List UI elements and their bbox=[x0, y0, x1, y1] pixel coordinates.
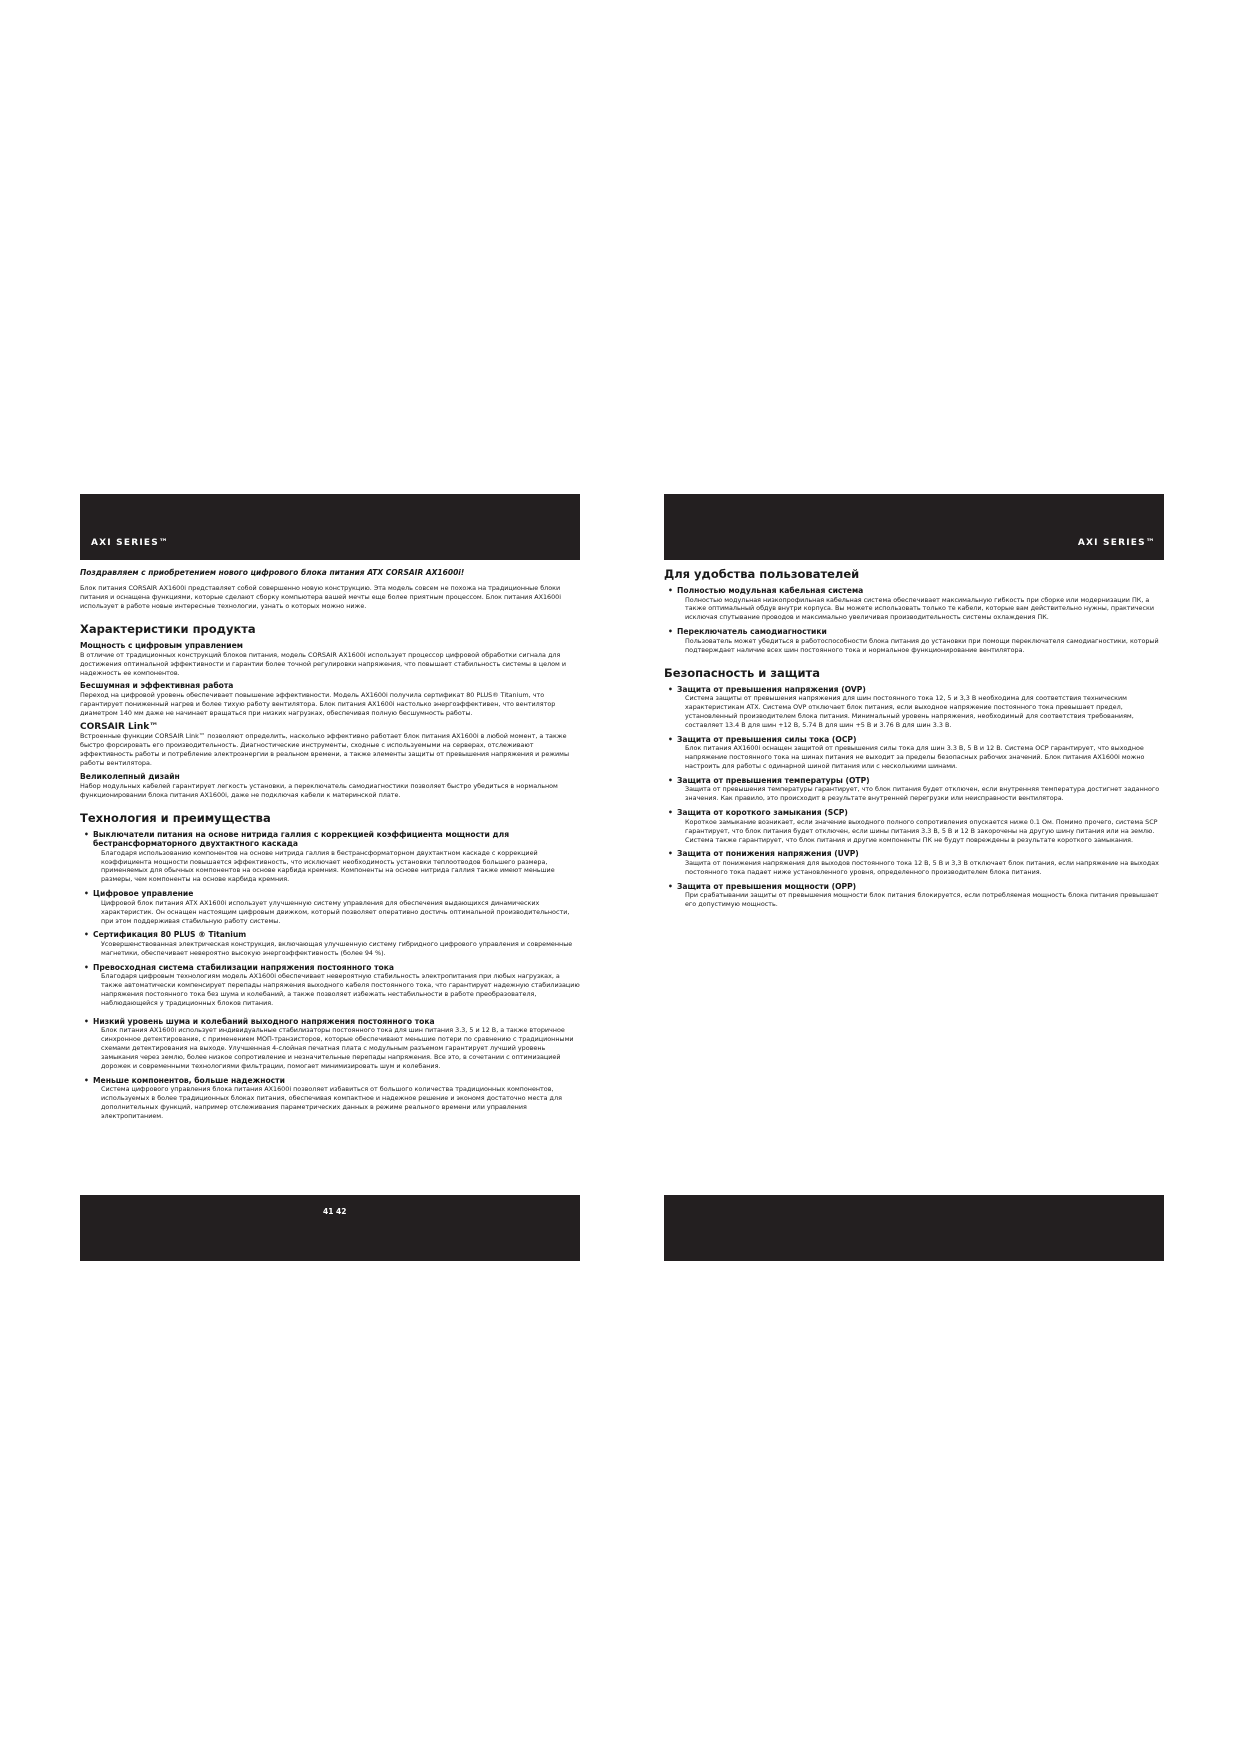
bullet-title: • Сертификация 80 PLUS ® Titanium bbox=[93, 930, 580, 940]
bullet-text: Усовершенствованная электрическая конструкция, включающая улучшенную систему гибридного цифрового управления и современные магнетики, обеспечивает невероятно высокую энергоэффективность (более 94 %). bbox=[101, 939, 573, 957]
intro-text: Блок питания CORSAIR AX1600i представляет собой совершенно новую конструкцию. Эта модель совсем не похожа на традиционные блоки питания и оснащена функциями, которые сделают сборку компьютера вашей мечты еще более приятным процессом. Блок питания AX1600i использует в работе новые интересные технологии, узнать о которых можно ниже. bbox=[80, 584, 561, 610]
bullet-title: • Защита от превышения мощности (OPP) bbox=[677, 882, 1164, 892]
feature-text: Встроенные функции CORSAIR Link™ позволяют определить, насколько эффективно работает блок питания AX1600i в любой момент, а также быстро форсировать его производительность. Диагностические инструменты, сходные с используемыми на серверах, отслеживают эффективность работы и потребление электроэнергии в реальном времени, а также элементы защиты от превышения напряжения и режимы работы вентилятора. bbox=[80, 732, 570, 767]
bullet-title: • Защита от понижения напряжения (UVP) bbox=[677, 849, 1164, 859]
features-heading: Характеристики продукта bbox=[80, 621, 256, 636]
bullet-text: Благодаря использованию компонентов на основе нитрида галлия в бестрансформаторном двухтактном каскаде с коррекцией коэффициента мощности повышается эффективность, что исключает необходимость установки теплоотводов большего размера, применяемых для обычных компонентов на основе карбида кремния. Компоненты на основе нитрида галлия также имеют меньшие размеры, чем компоненты на основе карбида кремния. bbox=[101, 848, 555, 884]
right-content bbox=[664, 560, 1164, 909]
list-item bbox=[664, 882, 1164, 909]
feature-title: Бесшумная и эффективная работа bbox=[80, 681, 234, 691]
header-band bbox=[664, 494, 1164, 560]
bullet-text: Блок питания AX1600i использует индивидуальные стабилизаторы постоянного тока для шин питания 3.3, 5 и 12 В, а также вторичное синхронное детектирование, с применением МОП-транзисторов, которые обеспечивают меньшие потери по сравнению с традиционными схемами детектирования на выходе. Улучшенная 4-слойная печатная плата с модульным разъемом гарантирует лучший уровень замыкания через землю, более низкое сопротивление и незначительные перепады напряжения. Все это, в сочетании с оптимизацией дорожек и современными технологиями фильтрации, помогает минимизировать шум и колебания. bbox=[101, 1026, 574, 1070]
list-item bbox=[664, 849, 1164, 876]
bullet-title: • Цифровое управление bbox=[93, 889, 580, 899]
list-item bbox=[664, 586, 1164, 622]
tech-heading: Технология и преимущества bbox=[80, 810, 271, 825]
list-item bbox=[664, 627, 1164, 654]
bullet-text: Защита от понижения напряжения для выходов постоянного тока 12 В, 5 В и 3,3 В отключает блок питания, если напряжение на выходах постоянного тока падает ниже установленного уровня, определенного производителем блока питания. bbox=[685, 858, 1159, 876]
bullet-title: • Защита от превышения температуры (OTP) bbox=[677, 776, 1164, 786]
bullet-title: • Выключатели питания на основе нитрида галлия с коррекцией коэффициента мощности для бестрансформаторного двухтактного каскада bbox=[93, 830, 580, 849]
list-item bbox=[664, 808, 1164, 844]
bullet-text: Благодаря цифровым технологиям модель AX1600i обеспечивает невероятную стабильность электропитания при любых нагрузках, а также автоматически компенсирует перепады напряжения выходного кабеля постоянного тока, что гарантирует надежную стабилизацию напряжения постоянного тока без шума и колебаний, а также позволяет избежать нестабильности в работе преобразователя, наблюдающейся у традиционных блоков питания. bbox=[101, 972, 580, 1007]
page-numbers: 41 42 bbox=[323, 1207, 347, 1216]
feature-text: В отличие от традиционных конструкций блоков питания, модель CORSAIR AX1600i использует процессор цифровой обработки сигнала для достижения оптимальной эффективности и гарантии более точной регулировки напряжения, что повышает стабильность системы в целом и надежность ее компонентов. bbox=[80, 650, 567, 677]
bullet-text: Короткое замыкание возникает, если значение выходного полного сопротивления опускается ниже 0.1 Ом. Помимо прочего, система SCP гарантирует, что блок питания будет отключен, если шины питания 3.3 В, 5 В и 12 В закорочены на другую шину питания или на землю. Система также гарантирует, что блок питания и другие компоненты ПК не будут повреждены в результате короткого замыкания. bbox=[685, 817, 1158, 844]
feature-title: Мощность с цифровым управлением bbox=[80, 640, 243, 650]
series-label: AXI SERIES™ bbox=[91, 538, 170, 548]
bullet-title: • Переключатель самодиагностики bbox=[677, 627, 1164, 637]
list-item bbox=[80, 1076, 580, 1121]
bullet-text: Блок питания AX1600i оснащен защитой от превышения силы тока для шин 3.3 В, 5 В и 12 В. Система OCP гарантирует, что выходное напряжение постоянного тока на шинах питания не выходит за пределы безопасных рабочих значений. Блок питания AX1600i можно настроить для работы с одинарной шиной питания или с несколькими шинами. bbox=[685, 744, 1145, 770]
feature-title: CORSAIR Link™ bbox=[80, 722, 159, 733]
convenience-list bbox=[664, 586, 1164, 655]
safety-heading: Безопасность и защита bbox=[664, 665, 820, 680]
feature-text: Переход на цифровой уровень обеспечивает повышение эффективности. Модель AX1600i получила сертификат 80 PLUS® Titanium, что гарантирует пониженный нагрев и более тихую работу вентилятора. Блок питания AX1600i настолько энергоэффективен, что вентилятор диаметром 140 мм даже не начинает вращаться при низких нагрузках, обеспечивая полную бесшумность работы. bbox=[80, 691, 556, 718]
series-label: AXI SERIES™ bbox=[1077, 538, 1156, 548]
bullet-title: • Защита от превышения напряжения (OVP) bbox=[677, 685, 1164, 695]
safety-list bbox=[664, 685, 1164, 910]
feature-title: Великолепный дизайн bbox=[80, 771, 180, 781]
bullet-text: Цифровой блок питания ATX AX1600i использует улучшенную систему управления для обеспечения выдающихся динамических характеристик. Он оснащен настоящим цифровым движком, который позволяет оперативно достичь оптимальной производительности, при этом поддерживая стабильную работу системы. bbox=[101, 898, 570, 925]
bullet-text: Пользователь может убедиться в работоспособности блока питания до установки при помощи переключателя самодиагностики, который подтверждает наличие всех шин постоянного тока и нормальное функционирование вентилятора. bbox=[685, 636, 1159, 654]
footer-band bbox=[80, 1195, 580, 1261]
feature-text: Набор модульных кабелей гарантирует легкость установки, а переключатель самодиагностики позволяет быстро убедиться в нормальном функционировании блока питания AX1600i, даже не подключая кабели к материнской плате. bbox=[80, 781, 558, 799]
list-item bbox=[80, 963, 580, 1008]
convenience-heading: Для удобства пользователей bbox=[664, 567, 860, 581]
list-item bbox=[80, 930, 580, 957]
bullet-title: • Превосходная система стабилизации напряжения постоянного тока bbox=[93, 963, 580, 973]
footer-band bbox=[664, 1195, 1164, 1261]
bullet-title: • Полностью модульная кабельная система bbox=[677, 586, 1164, 596]
bullet-text: При срабатывании защиты от превышения мощности блок питания блокируется, если потребляемая мощность блока питания превышает его допустимую мощность. bbox=[685, 891, 1159, 909]
left-page bbox=[80, 494, 580, 1216]
bullet-text: Система защиты от превышения напряжения для шин постоянного тока 12, 5 и 3,3 В необходима для соответствия техническим характеристикам ATX. Система OVP отключает блок питания, если выходное напряжение постоянного тока превышает предел, установленный производителем блока питания. Минимальный уровень напряжения, необходимый для соответствия требованиям, составляет 13.4 В для шин +12 В, 5.74 В для шин +5 В и 3.76 В для шин 3.3 В. bbox=[685, 694, 1134, 729]
bullet-text: Система цифрового управления блока питания AX1600i позволяет избавиться от большого количества традиционных компонентов, используемых в более традиционных блоках питания, обеспечивая компактное и надежное решение и экономя достаточно места для дополнительных функций, например отслеживания параметрических данных в режиме реального времени или управления электропитанием. bbox=[101, 1085, 562, 1121]
bullet-text: Полностью модульная низкопрофильная кабельная система обеспечивает максимальную гибкость при сборке или модернизации ПК, а также оптимальный обдув внутри корпуса. Вы можете использовать только те кабели, которые вам действительно нужны, практически исключая спутывание проводов и максимально увеличивая производительность системы охлаждения ПК. bbox=[685, 595, 1155, 622]
right-page bbox=[664, 494, 1164, 914]
bullet-title: • Низкий уровень шума и колебаний выходного напряжения постоянного тока bbox=[93, 1017, 580, 1027]
bullet-text: Защита от превышения температуры гарантирует, что блок питания будет отключен, если внутренняя температура достигнет заданного значения. Как правило, это происходит в результате внутренней перегрузки или неисправности вентилятора. bbox=[685, 785, 1160, 803]
list-item bbox=[80, 830, 580, 885]
left-content bbox=[80, 568, 580, 1121]
list-item bbox=[664, 685, 1164, 730]
list-item bbox=[664, 776, 1164, 803]
intro-title: Поздравляем с приобретением нового цифрового блока питания ATX CORSAIR AX1600i! bbox=[80, 568, 465, 577]
list-item bbox=[80, 889, 580, 925]
bullet-title: • Защита от короткого замыкания (SCP) bbox=[677, 808, 1164, 818]
bullet-title: • Защита от превышения силы тока (OCP) bbox=[677, 735, 1164, 745]
list-item bbox=[664, 735, 1164, 771]
tech-list bbox=[80, 830, 580, 1121]
header-band bbox=[80, 494, 580, 560]
list-item bbox=[80, 1017, 580, 1071]
bullet-title: • Меньше компонентов, больше надежности bbox=[93, 1076, 580, 1086]
